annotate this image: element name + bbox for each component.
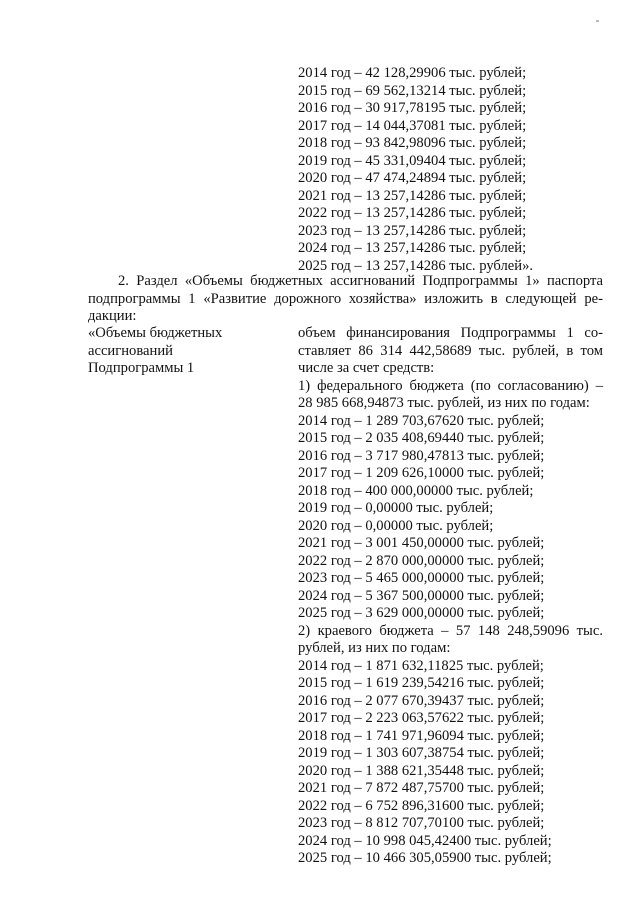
label-line: ассигнований bbox=[88, 342, 173, 359]
year-line: 2015 год – 69 562,13214 тыс. рублей; bbox=[298, 82, 527, 99]
regional-year-line: 2021 год – 7 872 487,75700 тыс. рублей; bbox=[298, 780, 545, 796]
label-line: Подпрограммы 1 bbox=[88, 360, 195, 376]
funding-years-list bbox=[298, 65, 533, 275]
regional-year-line: 2025 год – 10 466 305,05900 тыс. рублей; bbox=[298, 850, 552, 866]
federal-year-line: 2017 год – 1 209 626,10000 тыс. рублей; bbox=[298, 465, 545, 481]
table-label-cell bbox=[88, 325, 278, 378]
year-line: 2016 год – 30 917,78195 тыс. рублей; bbox=[298, 100, 527, 116]
regional-year-line: 2023 год – 8 812 707,70100 тыс. рублей; bbox=[298, 815, 545, 831]
federal-year-line: 2020 год – 0,00000 тыс. рублей; bbox=[298, 517, 494, 534]
value-line: рублей, из них по годам: bbox=[298, 640, 451, 656]
year-line: 2017 год – 14 044,37081 тыс. рублей; bbox=[298, 117, 527, 134]
year-line: 2023 год – 13 257,14286 тыс. рублей; bbox=[298, 222, 527, 239]
regional-year-line: 2018 год – 1 741 971,96094 тыс. рублей; bbox=[298, 727, 545, 744]
year-line: 2022 год – 13 257,14286 тыс. рублей; bbox=[298, 205, 527, 221]
federal-year-line: 2025 год – 3 629 000,00000 тыс. рублей; bbox=[298, 605, 545, 621]
paragraph-line: дакции: bbox=[88, 308, 137, 324]
federal-year-line: 2018 год – 400 000,00000 тыс. рублей; bbox=[298, 482, 534, 499]
value-line: числе за счет средств: bbox=[298, 360, 435, 376]
regional-year-line: 2016 год – 2 077 670,39437 тыс. рублей; bbox=[298, 692, 545, 709]
label-line: «Объемы бюджетных bbox=[88, 325, 223, 341]
table-value-cell bbox=[298, 325, 603, 868]
regional-year-line: 2014 год – 1 871 632,11825 тыс. рублей; bbox=[298, 657, 544, 674]
value-line: 2) краевого бюджета – 57 148 248,59096 тыс. bbox=[298, 622, 603, 639]
federal-year-line: 2014 год – 1 289 703,67620 тыс. рублей; bbox=[298, 412, 545, 429]
federal-year-line: 2023 год – 5 465 000,00000 тыс. рублей; bbox=[298, 570, 545, 586]
year-line: 2019 год – 45 331,09404 тыс. рублей; bbox=[298, 152, 527, 169]
federal-year-line: 2019 год – 0,00000 тыс. рублей; bbox=[298, 500, 494, 516]
value-line: объем финансирования Подпрограммы 1 со- bbox=[298, 325, 603, 341]
federal-year-line: 2015 год – 2 035 408,69440 тыс. рублей; bbox=[298, 430, 545, 446]
regional-year-line: 2020 год – 1 388 621,35448 тыс. рублей; bbox=[298, 762, 545, 779]
year-line: 2024 год – 13 257,14286 тыс. рублей; bbox=[298, 240, 527, 256]
federal-year-line: 2021 год – 3 001 450,00000 тыс. рублей; bbox=[298, 535, 545, 551]
value-line: ставляет 86 314 442,58689 тыс. рублей, в том bbox=[298, 342, 603, 359]
section-paragraph bbox=[88, 273, 603, 326]
regional-year-line: 2019 год – 1 303 607,38754 тыс. рублей; bbox=[298, 745, 545, 761]
scan-mark bbox=[596, 20, 599, 22]
year-line: 2014 год – 42 128,29906 тыс. рублей; bbox=[298, 65, 527, 81]
regional-year-line: 2017 год – 2 223 063,57622 тыс. рублей; bbox=[298, 710, 545, 726]
year-line: 2020 год – 47 474,24894 тыс. рублей; bbox=[298, 170, 527, 186]
federal-year-line: 2022 год – 2 870 000,00000 тыс. рублей; bbox=[298, 552, 545, 569]
paragraph-line: подпрограммы 1 «Развитие дорожного хозяйства» изложить в следующей ре- bbox=[88, 290, 603, 307]
value-line: 1) федерального бюджета (по согласованию) – bbox=[298, 377, 603, 394]
regional-year-line: 2022 год – 6 752 896,31600 тыс. рублей; bbox=[298, 797, 545, 814]
federal-year-line: 2016 год – 3 717 980,47813 тыс. рублей; bbox=[298, 447, 545, 464]
value-line: 28 985 668,94873 тыс. рублей, из них по годам: bbox=[298, 395, 590, 411]
federal-year-line: 2024 год – 5 367 500,00000 тыс. рублей; bbox=[298, 587, 545, 604]
year-line: 2021 год – 13 257,14286 тыс. рублей; bbox=[298, 187, 527, 204]
year-line: 2025 год – 13 257,14286 тыс. рублей». bbox=[298, 257, 534, 274]
year-line: 2018 год – 93 842,98096 тыс. рублей; bbox=[298, 135, 527, 151]
regional-year-line: 2015 год – 1 619 239,54216 тыс. рублей; bbox=[298, 675, 545, 691]
regional-year-line: 2024 год – 10 998 045,42400 тыс. рублей; bbox=[298, 832, 552, 849]
paragraph-line: 2. Раздел «Объемы бюджетных ассигнований Подпрограммы 1» паспорта bbox=[118, 273, 603, 289]
